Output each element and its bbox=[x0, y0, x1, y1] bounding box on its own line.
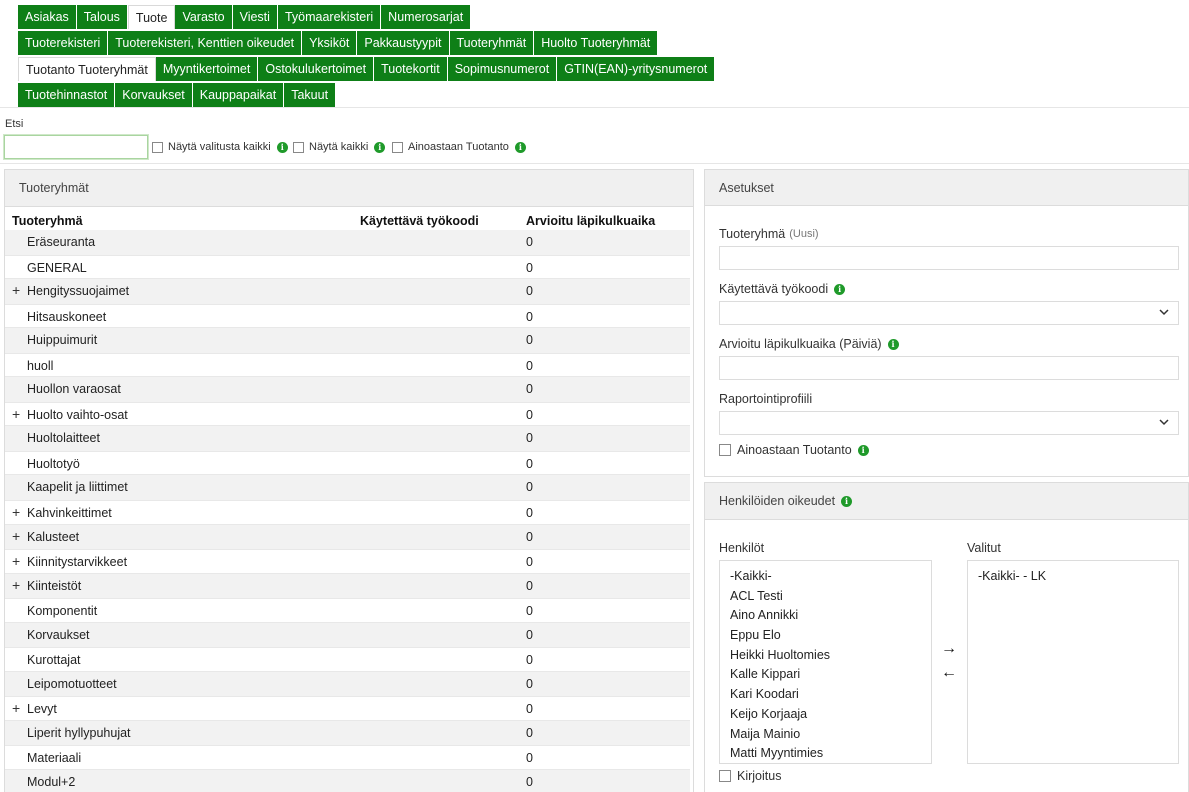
table-row[interactable] bbox=[5, 500, 690, 525]
only-production-checkbox[interactable] bbox=[392, 141, 526, 153]
tab-tuotehinnastot[interactable]: Tuotehinnastot bbox=[18, 83, 115, 107]
profile-label bbox=[719, 392, 812, 406]
throughput-cell: 0 bbox=[526, 627, 533, 642]
only-production-label: Ainoastaan Tuotanto bbox=[408, 141, 509, 153]
group-name-cell: Huolto vaihto-osat bbox=[27, 407, 128, 422]
table-row[interactable] bbox=[5, 475, 690, 500]
list-item[interactable]: Eppu Elo bbox=[730, 628, 781, 643]
info-icon[interactable]: i bbox=[374, 142, 385, 153]
throughput-cell: 0 bbox=[526, 751, 533, 766]
table-row[interactable] bbox=[5, 647, 690, 672]
throughput-cell: 0 bbox=[526, 676, 533, 691]
list-item[interactable]: Kalle Kippari bbox=[730, 667, 801, 682]
selected-label: Valitut bbox=[967, 541, 1001, 555]
throughput-cell: 0 bbox=[526, 358, 533, 373]
group-name-cell: Kaapelit ja liittimet bbox=[27, 480, 128, 495]
profile-label-text: Raportointiprofiili bbox=[719, 392, 813, 406]
panel-title-text: Henkilöiden oikeudet bbox=[719, 494, 836, 508]
info-icon[interactable]: i bbox=[277, 142, 288, 153]
throughput-cell: 0 bbox=[526, 260, 533, 275]
table-row[interactable] bbox=[5, 230, 690, 255]
info-icon[interactable]: i bbox=[888, 339, 899, 350]
group-name-cell: huoll bbox=[27, 358, 54, 373]
checkbox-box[interactable] bbox=[152, 142, 163, 153]
group-name-cell: Kurottajat bbox=[27, 653, 81, 668]
tab-myyntikertoimet[interactable]: Myyntikertoimet bbox=[156, 57, 259, 81]
group-name-cell: Korvaukset bbox=[27, 627, 90, 642]
throughput-cell: 0 bbox=[526, 775, 533, 790]
throughput-cell: 0 bbox=[526, 235, 533, 249]
list-item[interactable]: Keijo Korjaaja bbox=[730, 706, 808, 721]
add-arrow-button[interactable]: → bbox=[941, 640, 957, 657]
throughput-cell: 0 bbox=[526, 702, 533, 717]
list-item[interactable]: Aino Annikki bbox=[730, 608, 799, 623]
table-row[interactable] bbox=[5, 525, 690, 550]
tab-tuote[interactable]: Tuote bbox=[128, 5, 176, 29]
product-groups-table bbox=[5, 230, 690, 792]
throughput-cell: 0 bbox=[526, 529, 533, 544]
table-row[interactable] bbox=[5, 328, 690, 353]
table-row[interactable] bbox=[5, 745, 690, 770]
throughput-cell: 0 bbox=[526, 284, 533, 299]
checkbox-box[interactable] bbox=[719, 770, 731, 782]
show-selected-all-checkbox[interactable] bbox=[152, 141, 288, 153]
info-icon[interactable]: i bbox=[858, 445, 869, 456]
throughput-cell: 0 bbox=[526, 604, 533, 619]
persons-listbox[interactable] bbox=[719, 560, 932, 764]
write-label: Kirjoitus bbox=[737, 769, 782, 783]
table-row[interactable] bbox=[5, 623, 690, 648]
throughput-cell: 0 bbox=[526, 333, 533, 348]
throughput-cell: 0 bbox=[526, 653, 533, 668]
group-name-sub: (Uusi) bbox=[789, 228, 819, 240]
group-name-input[interactable] bbox=[719, 246, 1179, 270]
tab-kauppapaikat[interactable]: Kauppapaikat bbox=[193, 83, 284, 107]
list-item[interactable]: Heikki Huoltomies bbox=[730, 647, 831, 662]
group-name-cell: Kalusteet bbox=[27, 529, 80, 544]
throughput-cell: 0 bbox=[526, 431, 533, 446]
settings-only-production-checkbox[interactable] bbox=[719, 443, 869, 457]
group-name-cell: Hengityssuojaimet bbox=[27, 284, 130, 299]
group-name-cell: Liperit hyllypuhujat bbox=[27, 725, 131, 740]
expand-plus-icon[interactable]: + bbox=[12, 504, 21, 521]
info-icon[interactable]: i bbox=[515, 142, 526, 153]
expand-plus-icon[interactable]: + bbox=[12, 576, 21, 593]
expand-plus-icon[interactable]: + bbox=[12, 527, 21, 544]
show-all-checkbox[interactable] bbox=[293, 141, 385, 153]
list-item[interactable]: -Kaikki- bbox=[730, 569, 772, 583]
settings-only-production-label: Ainoastaan Tuotanto bbox=[737, 443, 852, 457]
search-label: Etsi bbox=[5, 118, 24, 130]
tab-takuut[interactable]: Takuut bbox=[284, 83, 336, 107]
checkbox-box[interactable] bbox=[392, 142, 403, 153]
table-row[interactable] bbox=[5, 549, 690, 574]
panel-title: Tuoteryhmät bbox=[5, 170, 693, 207]
group-name-cell: Kiinnitystarvikkeet bbox=[27, 555, 128, 570]
group-name-cell: Huollon varaosat bbox=[27, 382, 121, 397]
expand-plus-icon[interactable]: + bbox=[12, 700, 21, 717]
checkbox-box[interactable] bbox=[719, 444, 731, 456]
info-icon[interactable]: i bbox=[834, 284, 845, 295]
throughput-cell: 0 bbox=[526, 456, 533, 471]
table-row[interactable] bbox=[5, 279, 690, 304]
person-rights-panel bbox=[704, 482, 1189, 792]
group-name-cell: Levyt bbox=[27, 702, 57, 717]
table-row[interactable] bbox=[5, 696, 690, 721]
group-name-cell: Modul+2 bbox=[27, 775, 76, 790]
tab-asiakas[interactable]: Asiakas bbox=[18, 5, 77, 29]
list-item[interactable]: ACL Testi bbox=[730, 588, 783, 603]
panel-title bbox=[705, 483, 1188, 520]
panel-title: Asetukset bbox=[705, 170, 1188, 206]
chevron-down-icon bbox=[1158, 306, 1170, 318]
checkbox-box[interactable] bbox=[293, 142, 304, 153]
tab-huolto-tuoteryhmät[interactable]: Huolto Tuoteryhmät bbox=[534, 31, 658, 55]
group-name-cell: Materiaali bbox=[27, 751, 82, 766]
tab-ostokulukertoimet[interactable]: Ostokulukertoimet bbox=[258, 57, 374, 81]
tab-pakkaustyypit[interactable]: Pakkaustyypit bbox=[357, 31, 449, 55]
table-row[interactable] bbox=[5, 377, 690, 402]
list-item[interactable]: Kari Koodari bbox=[730, 687, 799, 702]
column-header-group[interactable]: Tuoteryhmä bbox=[12, 214, 83, 228]
throughput-cell: 0 bbox=[526, 578, 533, 593]
throughput-label bbox=[719, 337, 899, 351]
tab-row-product bbox=[18, 31, 658, 55]
throughput-label-text: Arvioitu läpikulkuaika (Päiviä) bbox=[719, 337, 882, 351]
info-icon[interactable]: i bbox=[841, 496, 852, 507]
tab-viesti[interactable]: Viesti bbox=[233, 5, 278, 29]
workcode-select[interactable] bbox=[719, 301, 1179, 325]
tab-tuoterekisteri[interactable]: Tuoterekisteri bbox=[18, 31, 108, 55]
show-all-label: Näytä kaikki bbox=[309, 141, 369, 153]
group-name-cell: Komponentit bbox=[27, 604, 98, 619]
throughput-cell: 0 bbox=[526, 382, 533, 397]
persons-label: Henkilöt bbox=[719, 541, 765, 555]
tab-tuotekortit[interactable]: Tuotekortit bbox=[374, 57, 448, 81]
tab-gtin-ean-yritysnumerot[interactable]: GTIN(EAN)-yritysnumerot bbox=[557, 57, 715, 81]
table-row[interactable] bbox=[5, 402, 690, 427]
throughput-cell: 0 bbox=[526, 725, 533, 740]
group-name-cell: Kahvinkeittimet bbox=[27, 506, 112, 521]
tab-työmaarekisteri[interactable]: Työmaarekisteri bbox=[278, 5, 381, 29]
group-name-cell: GENERAL bbox=[27, 260, 87, 275]
column-header-throughput[interactable]: Arvioitu läpikulkuaika bbox=[526, 214, 656, 228]
table-row[interactable] bbox=[5, 770, 690, 792]
list-item[interactable]: Matti Myyntimies bbox=[730, 746, 824, 761]
tab-row-product-3 bbox=[18, 83, 336, 107]
group-name-cell: Hitsauskoneet bbox=[27, 309, 107, 324]
table-row[interactable] bbox=[5, 672, 690, 697]
workcode-label bbox=[719, 282, 845, 296]
table-row[interactable] bbox=[5, 574, 690, 599]
tab-tuoterekisteri-kenttien-oikeudet[interactable]: Tuoterekisteri, Kenttien oikeudet bbox=[108, 31, 302, 55]
tab-numerosarjat[interactable]: Numerosarjat bbox=[381, 5, 471, 29]
expand-plus-icon[interactable]: + bbox=[12, 553, 21, 570]
tab-sopimusnumerot[interactable]: Sopimusnumerot bbox=[448, 57, 558, 81]
write-checkbox[interactable] bbox=[719, 769, 781, 783]
table-row[interactable] bbox=[5, 353, 690, 378]
group-name-cell: Huoltolaitteet bbox=[27, 431, 100, 446]
throughput-cell: 0 bbox=[526, 309, 533, 324]
tab-talous[interactable]: Talous bbox=[77, 5, 128, 29]
remove-arrow-button[interactable]: ← bbox=[941, 664, 957, 681]
group-name-cell: Eräseuranta bbox=[27, 235, 96, 249]
show-selected-all-label: Näytä valitusta kaikki bbox=[168, 141, 271, 153]
tab-row-product-2 bbox=[18, 57, 715, 81]
group-name-cell: Huippuimurit bbox=[27, 333, 98, 348]
tab-row-main bbox=[18, 5, 471, 29]
group-name-label-text: Tuoteryhmä bbox=[719, 227, 786, 241]
tab-tuoteryhmät[interactable]: Tuoteryhmät bbox=[450, 31, 535, 55]
group-name-label bbox=[719, 227, 819, 241]
column-header-workcode[interactable]: Käytettävä työkoodi bbox=[360, 214, 479, 228]
table-row[interactable] bbox=[5, 255, 690, 280]
table-row[interactable] bbox=[5, 426, 690, 451]
tab-varasto[interactable]: Varasto bbox=[175, 5, 232, 29]
throughput-cell: 0 bbox=[526, 480, 533, 495]
expand-plus-icon[interactable]: + bbox=[12, 405, 21, 422]
table-row[interactable] bbox=[5, 451, 690, 476]
settings-panel bbox=[704, 169, 1189, 477]
throughput-cell: 0 bbox=[526, 407, 533, 422]
chevron-down-icon bbox=[1158, 416, 1170, 428]
tab-yksiköt[interactable]: Yksiköt bbox=[302, 31, 357, 55]
list-item[interactable]: Maija Mainio bbox=[730, 726, 801, 741]
search-divider bbox=[0, 163, 1189, 164]
tab-korvaukset[interactable]: Korvaukset bbox=[115, 83, 193, 107]
tab-tuotanto-tuoteryhmät[interactable]: Tuotanto Tuoteryhmät bbox=[18, 57, 156, 81]
group-name-cell: Kiinteistöt bbox=[27, 578, 82, 593]
tabs-divider bbox=[0, 107, 1189, 108]
table-row[interactable] bbox=[5, 721, 690, 746]
throughput-input[interactable] bbox=[719, 356, 1179, 380]
group-name-cell: Huoltotyö bbox=[27, 456, 80, 471]
workcode-label-text: Käytettävä työkoodi bbox=[719, 282, 829, 296]
expand-plus-icon[interactable]: + bbox=[12, 282, 21, 299]
group-name-cell: Leipomotuotteet bbox=[27, 676, 117, 691]
table-row[interactable] bbox=[5, 304, 690, 329]
list-item[interactable]: -Kaikki- - LK bbox=[978, 569, 1047, 583]
product-groups-panel bbox=[4, 169, 694, 792]
throughput-cell: 0 bbox=[526, 555, 533, 570]
throughput-cell: 0 bbox=[526, 506, 533, 521]
reporting-profile-select[interactable] bbox=[719, 411, 1179, 435]
table-row[interactable] bbox=[5, 598, 690, 623]
selected-listbox[interactable] bbox=[967, 560, 1179, 764]
search-input[interactable] bbox=[4, 135, 148, 159]
